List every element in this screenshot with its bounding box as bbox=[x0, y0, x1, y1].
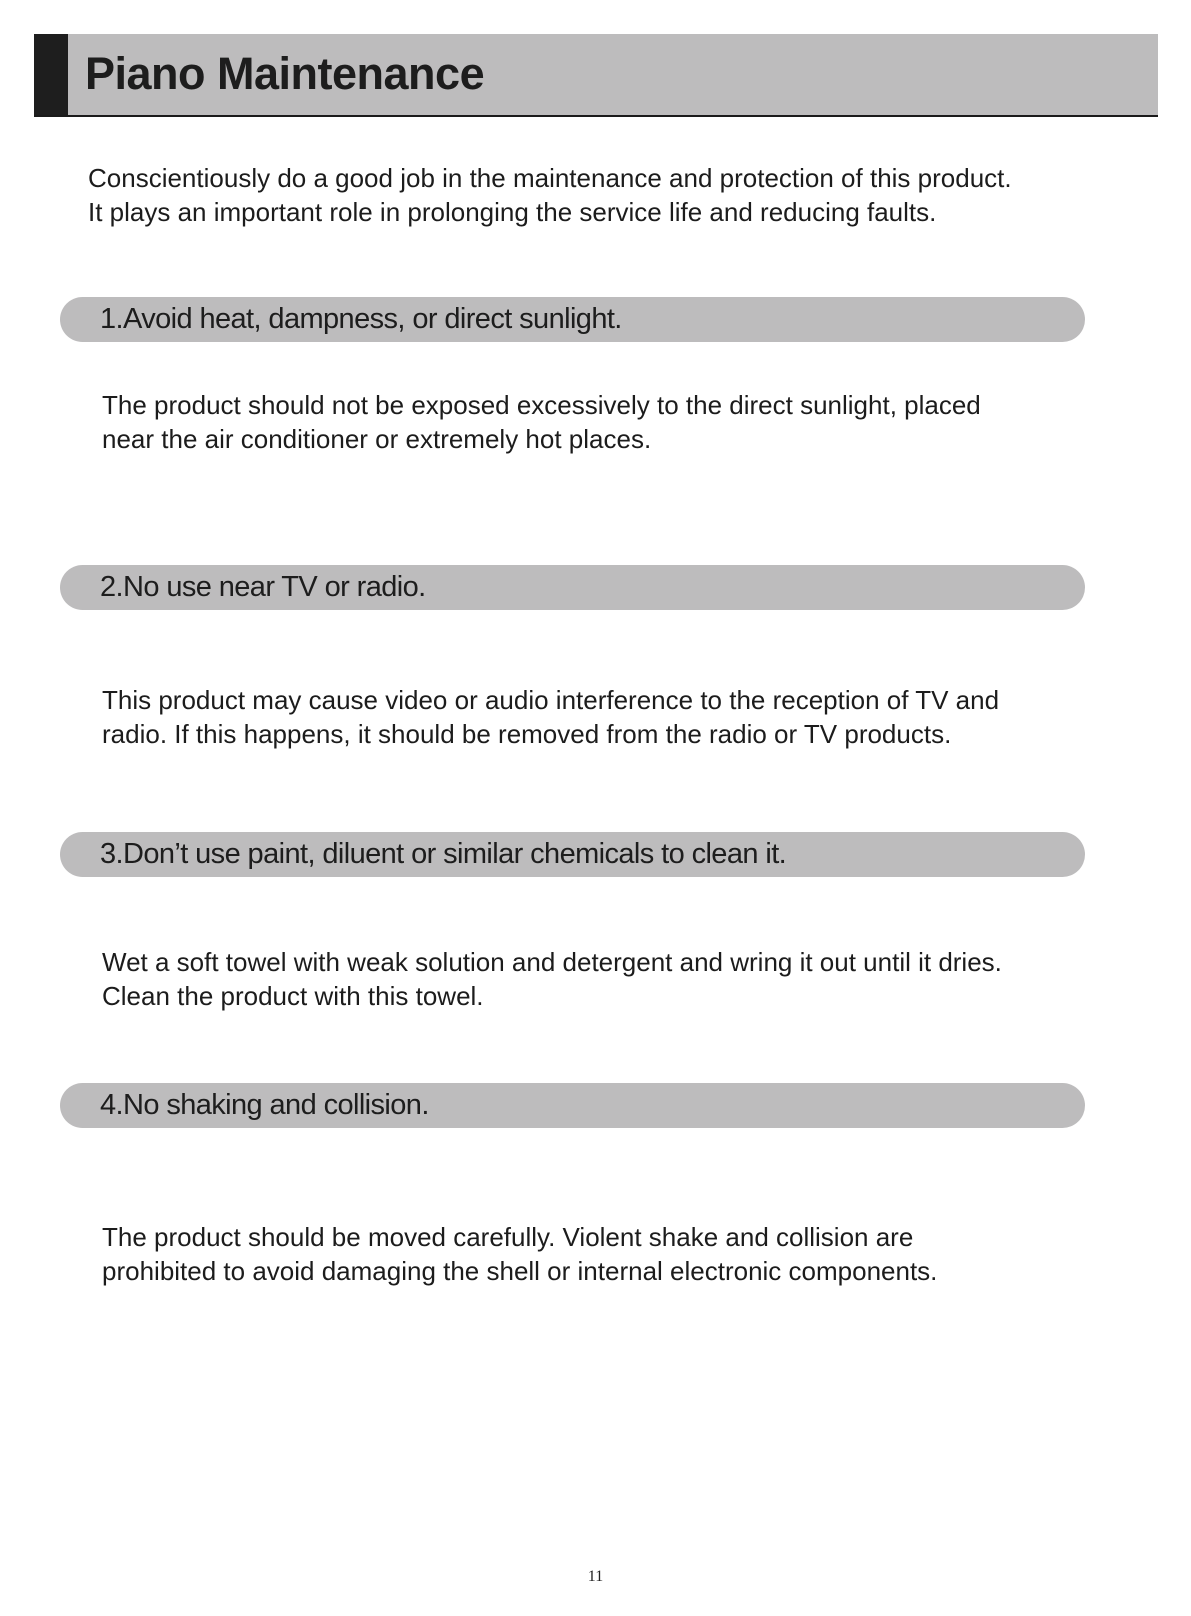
header-accent-bar bbox=[34, 34, 68, 115]
section-body-line: The product should not be exposed excessively to the direct sunlight, placed bbox=[102, 390, 981, 420]
section-heading-2 bbox=[60, 565, 1085, 610]
page-title: Piano Maintenance bbox=[85, 48, 485, 99]
section-heading-4 bbox=[60, 1083, 1085, 1128]
section-body-line: near the air conditioner or extremely hot places. bbox=[102, 424, 652, 454]
intro-line: Conscientiously do a good job in the maintenance and protection of this product. bbox=[88, 163, 1012, 193]
section-heading-text: 3.Don’t use paint, diluent or similar chemicals to clean it. bbox=[100, 838, 787, 870]
section-heading-1 bbox=[60, 297, 1085, 342]
section-body-line: radio. If this happens, it should be removed from the radio or TV products. bbox=[102, 719, 952, 749]
section-heading-text: 2.No use near TV or radio. bbox=[100, 571, 426, 603]
section-body-4 bbox=[102, 1220, 1112, 1288]
section-body-line: The product should be moved carefully. Violent shake and collision are bbox=[102, 1222, 914, 1252]
section-body-line: prohibited to avoid damaging the shell or internal electronic components. bbox=[102, 1256, 938, 1286]
section-body-1 bbox=[102, 388, 1112, 456]
intro-line: It plays an important role in prolonging the service life and reducing faults. bbox=[88, 197, 937, 227]
page-header bbox=[34, 34, 1158, 117]
section-heading-text: 1.Avoid heat, dampness, or direct sunlight. bbox=[100, 303, 622, 335]
section-heading-3 bbox=[60, 832, 1085, 877]
section-body-line: Wet a soft towel with weak solution and detergent and wring it out until it dries. bbox=[102, 947, 1002, 977]
section-body-line: This product may cause video or audio interference to the reception of TV and bbox=[102, 685, 1000, 715]
section-body-3 bbox=[102, 945, 1112, 1013]
section-body-line: Clean the product with this towel. bbox=[102, 981, 484, 1011]
page-number: 11 bbox=[587, 1568, 604, 1585]
intro-paragraph bbox=[88, 161, 1128, 229]
section-body-2 bbox=[102, 683, 1112, 751]
section-heading-text: 4.No shaking and collision. bbox=[100, 1089, 429, 1121]
